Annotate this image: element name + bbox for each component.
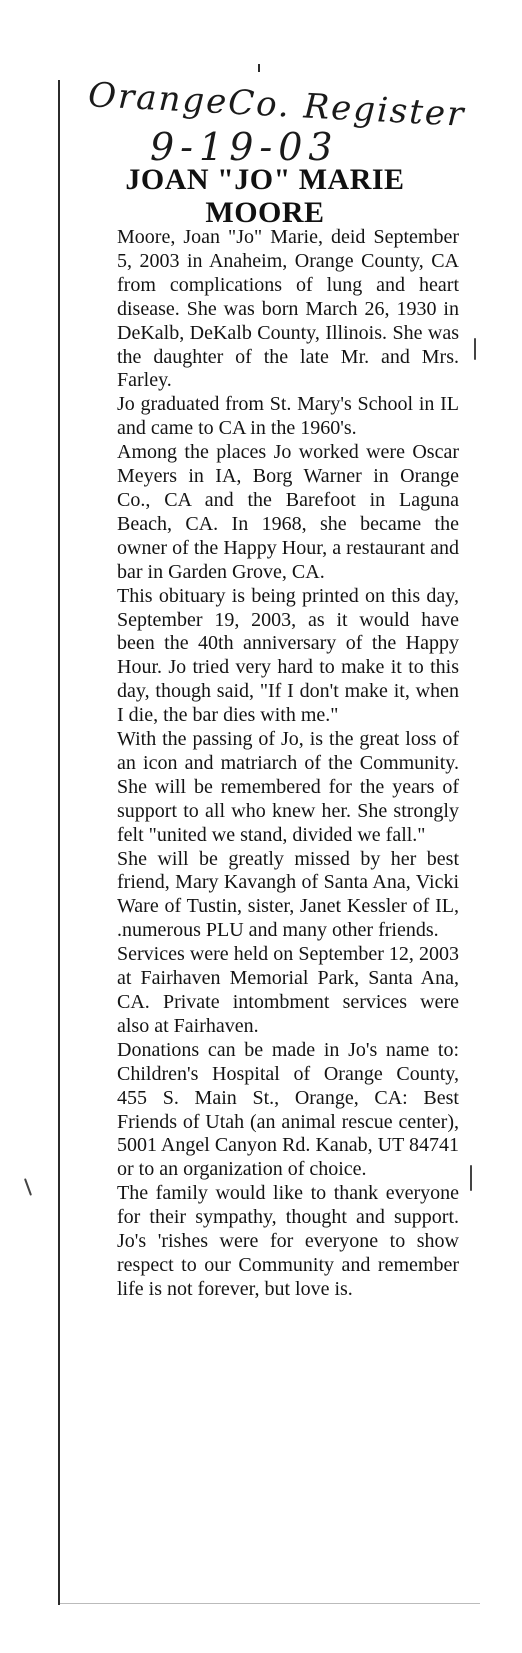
obituary-paragraph: Jo graduated from St. Mary's School in IL and came to CA in the 1960's. [117, 393, 459, 440]
obituary-paragraph: The family would like to thank everyone for their sympathy, thought and support. Jo's 'rishes were for everyone to show respect to our Community and remember life is not forever, but love is. [117, 1182, 459, 1300]
obituary-name-line-1: JOAN "JO" MARIE [125, 163, 405, 196]
obituary-paragraph: Moore, Joan "Jo" Marie, deid September 5, 2003 in Anaheim, Orange County, CA from complications of lung and heart disease. She was born March 26, 1930 in DeKalb, DeKalb County, Illinois. She was the daughter of the late Mr. and Mrs. Farley. [117, 226, 459, 392]
obituary-paragraph: Among the places Jo worked were Oscar Meyers in IA, Borg Warner in Orange Co., CA and the Barefoot in Laguna Beach, CA. In 1968, she became the owner of the Happy Hour, a restaurant and bar in Garden Grove, CA. [117, 441, 459, 583]
obituary-paragraph: She will be greatly missed by her best friend, Mary Kavangh of Santa Ana, Vicki Ware of Tustin, sister, Janet Kessler of IL, .numerous PLU and many other friends. [117, 847, 459, 942]
obituary-paragraph: This obituary is being printed on this day, September 19, 2003, as it would have been the 40th anniversary of the Happy Hour. Jo tried very hard to make it to this day, though said, "If I don't make it, when I die, the bar dies with me." [117, 584, 459, 727]
obituary-body [117, 226, 459, 1302]
scan-speck [24, 1178, 32, 1196]
handwritten-date-note: 9-19-03 [150, 125, 339, 169]
edge-mark [470, 1165, 472, 1191]
clipping-left-edge [58, 80, 60, 1605]
obituary-paragraph: Services were held on September 12, 2003 at Fairhaven Memorial Park, Santa Ana, CA. Private intombment services were also at Fairhaven. [117, 943, 459, 1037]
obituary-name-line-2: MOORE [205, 196, 325, 229]
edge-mark [474, 338, 476, 360]
clipping-bottom-edge [60, 1603, 480, 1604]
clipping-top-tick [258, 64, 260, 72]
handwritten-source-note: OrangeCo. Register [87, 75, 467, 135]
obituary-paragraph: With the passing of Jo, is the great loss of an icon and matriarch of the Community. She will be remembered for the years of support to all who knew her. She strongly felt "united we stand, divided we fall." [117, 728, 459, 846]
obituary-paragraph: Donations can be made in Jo's name to: Children's Hospital of Orange County, 455 S. Main St., Orange, CA: Best Friends of Utah (an animal rescue center), 5001 Angel Canyon Rd. Kanab, UT 84741 or to an organization of choice. [117, 1038, 459, 1181]
